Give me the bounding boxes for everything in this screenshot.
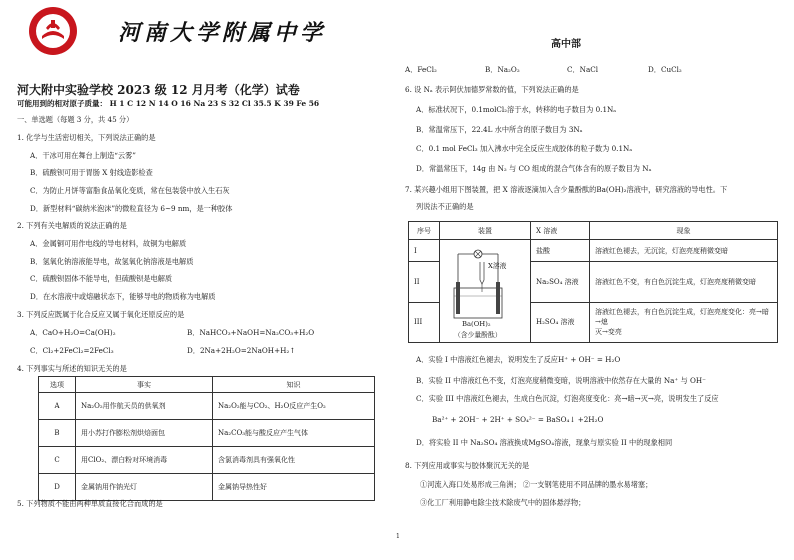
q3-option-a: A．CaO+H₂O=Ca(OH)₂ (30, 328, 116, 337)
apparatus-diagram (440, 240, 531, 343)
q5-option-a: A．FeCl₂ (405, 65, 437, 74)
q6-option-b: B．常温常压下，22.4L 水中所含的原子数目为 3Nₐ (416, 125, 583, 134)
table-row (39, 393, 375, 420)
q4-cell: Na₂CO₃能与酸反应产生气体 (213, 420, 375, 447)
table-row (39, 447, 375, 474)
q4-cell: 金属钠导热性好 (213, 474, 375, 501)
q7-option-c: C．实验 III 中溶液红色褪去，生成白色沉淀，灯泡亮度变化：亮→暗→灭→亮，说明发生了反应 (416, 394, 719, 403)
table-row (39, 420, 375, 447)
q7-row3-line2: 灭→变亮 (595, 328, 622, 337)
q4-header-knowledge: 知识 (213, 377, 375, 393)
school-name: 河南大学附属中学 (118, 20, 327, 46)
q6-stem: 6. 设 Nₐ 表示阿伏加德罗常数的值，下列说法正确的是 (405, 85, 579, 94)
q4-cell: Na₂O₂能与CO₂、H₂O反应产生O₂ (213, 393, 375, 420)
q4-cell: 含氯消毒剂具有强氧化性 (213, 447, 375, 474)
q7-row-no: II (409, 262, 440, 302)
q2-option-b: B．氢氧化钠溶液能导电，故氢氧化钠溶液是电解质 (30, 257, 194, 266)
q4-table (38, 376, 375, 501)
q6-option-c: C．0.1 mol FeCl₃ 加入沸水中完全反应生成胶体的粒子数为 0.1Nₐ (416, 144, 633, 153)
q4-cell: 金属钠用作钠光灯 (76, 474, 213, 501)
q7-row-x: H₂SO₄ 溶液 (531, 302, 590, 342)
q4-cell: 用小苏打作膨松剂烘焙面包 (76, 420, 213, 447)
q7-row-no: III (409, 302, 440, 342)
q7-header-phenomenon: 现象 (590, 222, 778, 240)
q7-equation: Ba²⁺ + 2OH⁻ + 2H⁺ + SO₄²⁻ = BaSO₄↓ +2H₂O (432, 415, 604, 424)
q7-stem: 7. 某兴趣小组用下图装置，把 X 溶液逐滴加入含少量酚酞的Ba(OH)₂溶液中，研究溶液的导电性。下 (405, 185, 728, 194)
q1-option-c: C．为防止月饼等富脂食品氧化变质，常在包装袋中放入生石灰 (30, 186, 230, 195)
q5-option-d: D．CuCl₂ (648, 65, 682, 74)
department-label: 高中部 (551, 39, 581, 50)
exam-title: 河大附中实验学校 2023 级 12 月月考（化学）试卷 (17, 83, 300, 97)
table-row (409, 240, 778, 262)
q1-option-a: A．干冰可用在舞台上制造“云雾” (30, 151, 136, 160)
atomic-mass-line: 可能用到的相对原子质量： H 1 C 12 N 14 O 16 Na 23 S 32 Cl 35.5 K 39 Fe 56 (17, 99, 320, 108)
q1-option-b: B．硫酸钡可用于胃肠 X 射线造影检查 (30, 168, 153, 177)
q8-line-1: ①河流入海口处易形成三角洲； ②一支钢笔使用不同品牌的墨水易堵塞； (420, 480, 653, 489)
q4-cell: Na₂O₂用作航天员的供氧剂 (76, 393, 213, 420)
q3-option-d: D．2Na+2H₂O=2NaOH+H₂↑ (187, 346, 296, 355)
q1-option-d: D．新型材料“碳纳米泡沫”的微粒直径为 6~9 nm，是一种胶体 (30, 204, 233, 213)
q3-option-b: B．NaHCO₃+NaOH=Na₂CO₃+H₂O (187, 328, 315, 337)
q7-header-apparatus: 装置 (440, 222, 531, 240)
q7-row-phenomenon: 溶液红色不变，有白色沉淀生成，灯泡亮度稍微变暗 (590, 262, 778, 302)
q4-cell: C (39, 447, 76, 474)
q5-option-c: C．NaCl (567, 65, 599, 74)
q4-cell: B (39, 420, 76, 447)
q7-row-phenomenon: 溶液红色褪去，无沉淀，灯泡亮度稍微变暗 (590, 240, 778, 262)
q2-option-d: D．在水溶液中或熔融状态下，能够导电的物质称为电解质 (30, 292, 216, 301)
section-heading: 一、单选题（每题 3 分，共 45 分） (17, 115, 134, 124)
apparatus-label-phenol: （含少量酚酞） (454, 331, 502, 339)
q7-header-no: 序号 (409, 222, 440, 240)
q7-row-x: 盐酸 (531, 240, 590, 262)
q5-stem: 5. 下列物质不能由两种单质直接化合而成的是 (17, 499, 163, 508)
apparatus-label-baoh2: Ba(OH)₂ (462, 320, 491, 328)
q6-option-a: A．标准状况下，0.1molCl₂溶于水，转移的电子数目为 0.1Nₐ (416, 105, 617, 114)
q2-option-a: A．金属铜可用作电线的导电材料，故铜为电解质 (30, 239, 187, 248)
page-number: 1 (396, 533, 400, 540)
q4-header-fact: 事实 (76, 377, 213, 393)
q8-line-2: ③化工厂利用静电除尘技术除废气中的固体悬浮物； (420, 498, 586, 507)
q1-stem: 1. 化学与生活密切相关，下列说法正确的是 (17, 133, 156, 142)
table-row (39, 474, 375, 501)
q4-cell: 用ClO₂、漂白粉对环境消毒 (76, 447, 213, 474)
q7-option-d: D．将实验 II 中 Na₂SO₄ 溶液换成MgSO₄溶液，现象与原实验 II 中的现象相同 (416, 438, 673, 447)
q7-table (408, 221, 778, 343)
q7-option-a: A．实验 I 中溶液红色褪去，说明发生了反应H⁺ + OH⁻ = H₂O (416, 355, 621, 364)
q4-header-option: 选项 (39, 377, 76, 393)
q8-stem: 8. 下列应用或事实与胶体聚沉无关的是 (405, 461, 530, 470)
q7-stem-cont: 列说法不正确的是 (416, 202, 474, 211)
q3-stem: 3. 下列反应既属于化合反应又属于氧化还原反应的是 (17, 310, 185, 319)
q5-option-b: B．Na₂O₂ (485, 65, 520, 74)
q7-row-phenomenon (590, 302, 778, 342)
q7-header-x: X 溶液 (531, 222, 590, 240)
q2-stem: 2. 下列有关电解质的说法正确的是 (17, 221, 127, 230)
q4-cell: D (39, 474, 76, 501)
q4-stem: 4. 下列事实与所述的知识无关的是 (17, 364, 127, 373)
q7-row-x: Na₂SO₄ 溶液 (531, 262, 590, 302)
q7-row-no: I (409, 240, 440, 262)
apparatus-label-x: X溶液 (488, 262, 507, 270)
q6-option-d: D．常温常压下，14g 由 N₂ 与 CO 组成的混合气体含有的原子数目为 Nₐ (416, 164, 652, 173)
q7-row3-line1: 溶液红色褪去，有白色沉淀生成，灯泡亮度变化：亮→暗→熄 (595, 308, 769, 327)
school-logo (28, 6, 78, 56)
q3-option-c: C．Cl₂+2FeCl₂=2FeCl₃ (30, 346, 114, 355)
q4-cell: A (39, 393, 76, 420)
q7-option-b: B．实验 II 中溶液红色不变，灯泡亮度稍微变暗，说明溶液中依然存在大量的 Na⁺ 与 OH⁻ (416, 376, 706, 385)
q2-option-c: C．硫酸钡固体不能导电，但硫酸钡是电解质 (30, 274, 173, 283)
